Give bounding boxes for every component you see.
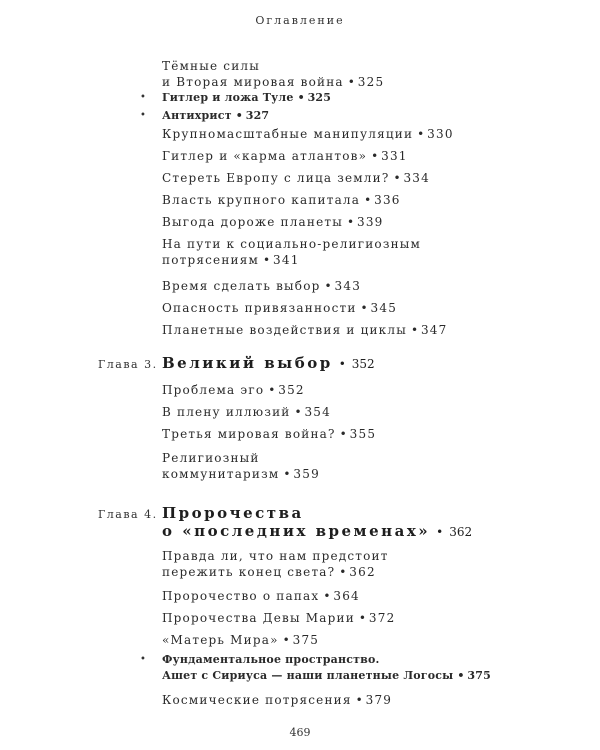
toc-entry-line	[162, 192, 401, 208]
toc-entry-page: 325	[307, 91, 332, 104]
separator-dot: •	[297, 91, 305, 104]
toc-entry-line	[162, 236, 421, 252]
chapter-title	[162, 354, 375, 373]
toc-entry-line	[162, 382, 305, 398]
toc-entry-line	[162, 252, 421, 268]
toc-entry-page: 364	[333, 589, 360, 603]
chapter-page: 362	[449, 525, 473, 539]
toc-entry	[162, 692, 392, 708]
toc-entry-title: коммунитаризм	[162, 467, 280, 481]
toc-entry-title: Время сделать выбор	[162, 279, 321, 293]
toc-entry	[162, 148, 408, 164]
toc-entry-title: Пророчество о папах	[162, 589, 320, 603]
toc-entry-page: 375	[467, 669, 491, 682]
toc-entry-title: «Матерь Мира»	[162, 633, 279, 647]
toc-entry-title: Крупномасштабные манипуляции	[162, 127, 414, 141]
toc-entry-line	[162, 466, 320, 482]
toc-entry-page: 331	[381, 149, 408, 163]
bullet-dot: •	[140, 654, 146, 665]
toc-entry-title: Гитлер и ложа Туле	[162, 91, 294, 104]
toc-entry-page: 341	[273, 253, 300, 267]
toc-entry-page: 330	[427, 127, 454, 141]
toc-entry-title: На пути к социально-религиозным	[162, 237, 422, 251]
toc-entry-title: и Вторая мировая война	[162, 75, 344, 89]
toc-entry-title: Правда ли, что нам предстоит	[162, 549, 389, 563]
toc-entry	[162, 108, 269, 124]
separator-dot: •	[457, 669, 465, 682]
toc-entry-title: Космические потрясения	[162, 693, 352, 707]
toc-entry	[162, 170, 430, 186]
toc-entry-page: 355	[349, 427, 377, 441]
toc-entry-page: 372	[368, 611, 396, 625]
toc-entry-title: Выгода дороже планеты	[162, 215, 343, 229]
chapter-title-text: Пророчества	[162, 504, 304, 522]
toc-entry-title: Планетные воздействия и циклы	[162, 323, 407, 337]
toc-entry	[162, 322, 447, 338]
toc-entry-page: 334	[403, 171, 430, 185]
toc-entry	[162, 236, 421, 268]
chapter-title	[162, 504, 472, 541]
toc-entry	[162, 450, 320, 482]
toc-entry-line	[162, 170, 430, 186]
toc-entry-line	[162, 692, 392, 708]
separator-dot: •	[282, 633, 291, 647]
separator-dot: •	[338, 357, 346, 371]
toc-entry-title: Религиозный	[162, 451, 260, 465]
chapter-title-text: о «последних временах»	[162, 522, 431, 540]
page-number: 469	[289, 726, 311, 739]
toc-entry-title: потрясениям	[162, 253, 260, 267]
toc-entry	[162, 192, 401, 208]
chapter-label: Глава 4.	[98, 508, 158, 521]
toc-entry-page: 343	[334, 279, 362, 293]
toc-entry	[162, 126, 454, 142]
toc-entry-title: Третья мировая война?	[162, 427, 336, 441]
separator-dot: •	[393, 171, 402, 185]
toc-entry	[162, 548, 389, 580]
separator-dot: •	[283, 467, 292, 481]
chapter-label: Глава 3.	[98, 358, 158, 371]
separator-dot: •	[324, 279, 333, 293]
toc-entry-title: пережить конец света?	[162, 565, 336, 579]
running-head: Оглавление	[255, 14, 345, 27]
toc-entry-title: Пророчества Девы Марии	[162, 611, 355, 625]
toc-entry-title: Антихрист	[162, 109, 232, 122]
separator-dot: •	[294, 405, 303, 419]
toc-entry-page: 347	[420, 323, 448, 337]
toc-entry-line	[162, 322, 447, 338]
toc-entry-page: 379	[365, 693, 393, 707]
toc-entry-line	[162, 214, 384, 230]
separator-dot: •	[436, 525, 444, 539]
toc-entry-line	[162, 610, 395, 626]
toc-entry-page: 354	[304, 405, 331, 419]
toc-entry-page: 345	[370, 301, 398, 315]
separator-dot: •	[371, 149, 380, 163]
toc-entry-page: 336	[374, 193, 401, 207]
separator-dot: •	[358, 611, 368, 625]
toc-entry-page: 352	[278, 383, 305, 397]
separator-dot: •	[346, 215, 356, 229]
separator-dot: •	[323, 589, 332, 603]
toc-entry-page: 327	[245, 109, 270, 122]
separator-dot: •	[417, 127, 426, 141]
toc-entry-line	[162, 148, 408, 164]
toc-entry	[162, 214, 384, 230]
toc-entry-title: Стереть Европу с лица земли?	[162, 171, 390, 185]
toc-entry-line	[162, 58, 384, 74]
toc-entry-line	[162, 652, 491, 668]
toc-entry	[162, 632, 319, 648]
toc-entry-title: Тёмные силы	[162, 59, 260, 73]
toc-entry	[162, 426, 376, 442]
separator-dot: •	[339, 427, 348, 441]
toc-entry-line	[162, 450, 320, 466]
toc-entry-page: 325	[357, 75, 385, 89]
toc-entry-line	[162, 668, 491, 684]
toc-entry-line	[162, 74, 384, 90]
toc-entry-line	[162, 278, 361, 294]
toc-entry	[162, 588, 360, 604]
toc-entry-page: 359	[293, 467, 320, 481]
toc-entry-title: Проблема эго	[162, 383, 265, 397]
chapter-title-line	[162, 504, 472, 522]
toc-entry-line	[162, 548, 389, 564]
toc-entry-title: В плену иллюзий	[162, 405, 291, 419]
toc-entry	[162, 404, 331, 420]
separator-dot: •	[364, 193, 373, 207]
separator-dot: •	[339, 565, 348, 579]
chapter-title-text: Великий выбор	[162, 354, 333, 372]
toc-entry-line	[162, 300, 397, 316]
toc-entry-line	[162, 404, 331, 420]
toc-entry-title: Фундаментальное пространство.	[162, 653, 380, 666]
toc-entry	[162, 300, 397, 316]
separator-dot: •	[235, 109, 243, 122]
toc-entry	[162, 278, 361, 294]
toc-entry-line	[162, 426, 376, 442]
chapter-page: 352	[351, 357, 375, 371]
toc-entry-page: 375	[292, 633, 320, 647]
separator-dot: •	[268, 383, 277, 397]
toc-entry-title: Власть крупного капитала	[162, 193, 361, 207]
toc-entry	[162, 382, 305, 398]
separator-dot: •	[410, 323, 420, 337]
toc-entry-page: 339	[356, 215, 384, 229]
toc-entry-line	[162, 126, 454, 142]
toc-entry-line	[162, 108, 269, 124]
toc-entry-title: Гитлер и «карма атлантов»	[162, 149, 368, 163]
toc-entry-page: 362	[349, 565, 376, 579]
separator-dot: •	[360, 301, 369, 315]
separator-dot: •	[355, 693, 364, 707]
toc-entry-line	[162, 564, 389, 580]
toc-entry	[162, 90, 331, 106]
separator-dot: •	[347, 75, 357, 89]
toc-entry	[162, 652, 491, 684]
chapter-title-line	[162, 522, 472, 541]
toc-entry-line	[162, 90, 331, 106]
bullet-dot: •	[140, 92, 146, 103]
toc-entry	[162, 610, 395, 626]
toc-entry-title: Опасность привязанности	[162, 301, 357, 315]
bullet-dot: •	[140, 110, 146, 121]
toc-entry	[162, 58, 384, 90]
toc-entry-title: Ашет с Сириуса — наши планетные Логосы	[162, 669, 454, 682]
toc-entry-line	[162, 632, 319, 648]
separator-dot: •	[263, 253, 272, 267]
toc-entry-line	[162, 588, 360, 604]
